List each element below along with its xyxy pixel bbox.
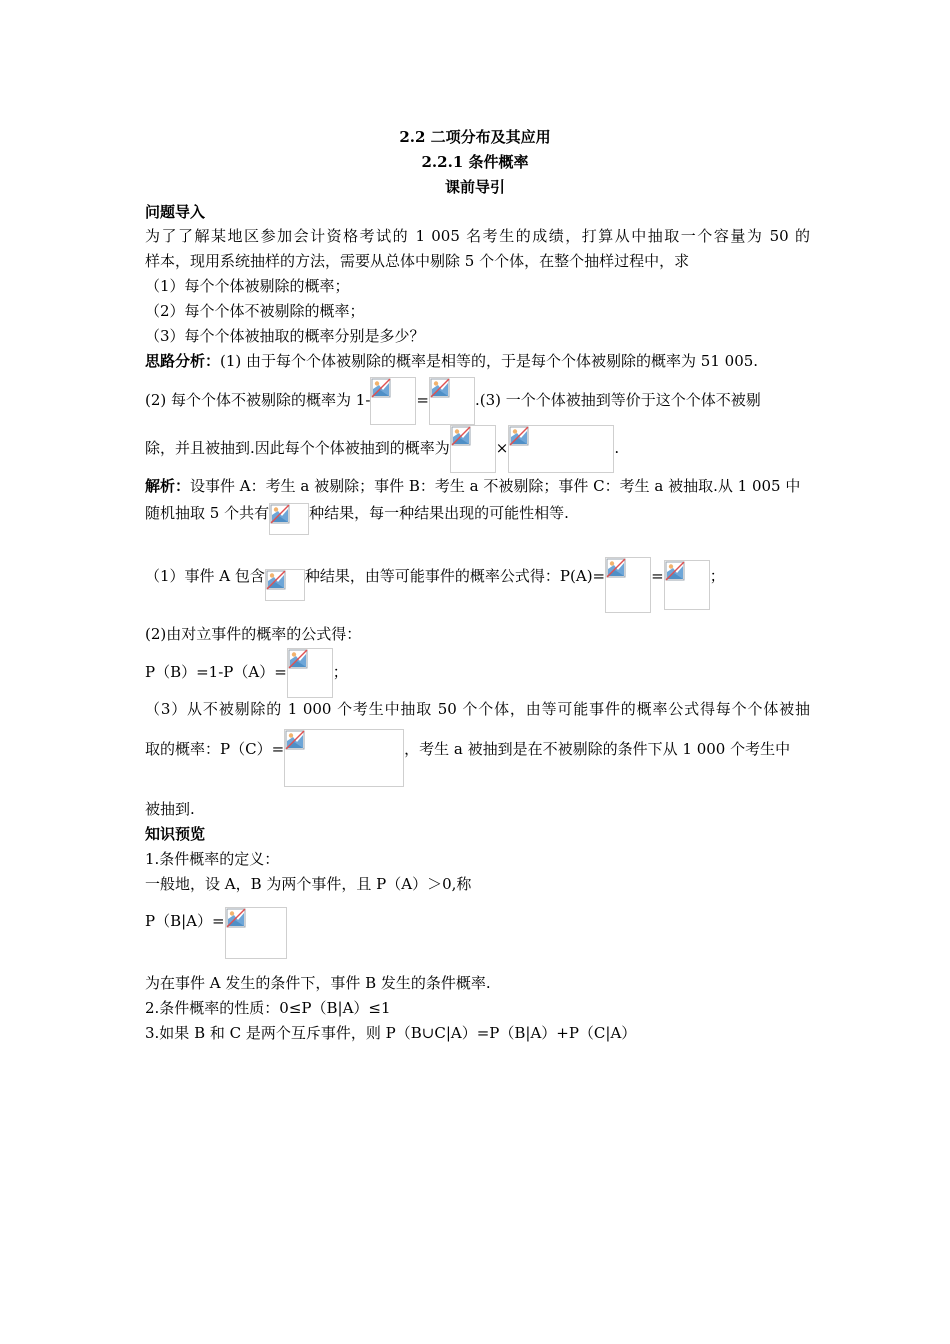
part2-text-a: P（B）=1-P（A）=: [145, 663, 287, 681]
question-2: （2）每个个体不被剔除的概率；: [145, 302, 365, 320]
solution-part-2-formula: [145, 647, 810, 697]
preview-item-3: 3.如果 B 和 C 是两个互斥事件，则 P（B∪C|A）=P（B|A）+P（C|A）: [145, 1024, 637, 1042]
part1-text-a: （1）事件 A 包含: [145, 567, 265, 585]
broken-image-icon: [664, 560, 710, 610]
solution-part-3-line-3: 被抽到.: [145, 800, 195, 818]
doc-subtitle: 2.2.1 条件概率: [421, 153, 529, 171]
broken-image-icon: [605, 557, 651, 613]
analysis-text-2c: .(3) 一个个体被抽到等价于这个个体不被剔: [474, 391, 761, 409]
broken-image-glyph: [285, 730, 305, 750]
preview-definition-end: 为在事件 A 发生的条件下，事件 B 发生的条件概率.: [145, 974, 491, 992]
broken-image-icon: [450, 425, 496, 473]
solution-part-3-line-1: （3）从不被剔除的 1 000 个考生中抽取 50 个个体，由等可能事件的概率公式得每个个体被抽: [145, 700, 810, 718]
problem-text-1: 为了了解某地区参加会计资格考试的 1 005 名考生的成绩，打算从中抽取一个容量为 50 的: [145, 227, 810, 245]
broken-image-glyph: [430, 378, 450, 398]
analysis-text-1: (1) 由于每个个体被剔除的概率是相等的，于是每个个体被剔除的概率为 51 005.: [220, 352, 759, 370]
analysis-text-3a: 除，并且被抽到.因此每个个体被抽到的概率为: [145, 439, 450, 457]
part1-text-c: =: [651, 567, 664, 585]
preview-item-2: 2.条件概率的性质：0≤P（B|A）≤1: [145, 999, 391, 1017]
broken-image-icon: [284, 729, 404, 787]
analysis-line-1: [145, 351, 810, 371]
broken-image-icon: [265, 569, 305, 601]
preview-item-1: 1.条件概率的定义：: [145, 850, 280, 868]
part1-text-b: 种结果，由等可能事件的概率公式得：P(A)=: [304, 567, 606, 585]
question-1: （1）每个个体被剔除的概率；: [145, 277, 350, 295]
doc-title: 2.2 二项分布及其应用: [399, 128, 551, 146]
solution-text-2b: 种结果，每一种结果出现的可能性相等.: [309, 504, 569, 522]
broken-image-icon: [429, 377, 475, 425]
problem-text-2: 样本，现用系统抽样的方法，需要从总体中剔除 5 个个体，在整个抽样过程中，求: [145, 252, 690, 270]
broken-image-icon: [508, 425, 614, 473]
analysis-text-3c: .: [614, 439, 620, 457]
solution-line-1: [145, 476, 810, 496]
solution-part-2: (2)由对立事件的概率的公式得：: [145, 625, 362, 643]
analysis-line-3: [145, 424, 810, 472]
solution-line-2: [145, 503, 810, 537]
part1-text-d: ；: [709, 567, 725, 585]
broken-image-glyph: [288, 649, 308, 669]
solution-text-1: 设事件 A：考生 a 被剔除；事件 B：考生 a 不被剔除；事件 C：考生 a 被抽取.从 1 005 中: [190, 477, 801, 495]
solution-label: 解析：: [145, 477, 191, 495]
solution-part-3-line-2: [145, 729, 810, 787]
problem-heading: 问题导入: [145, 203, 206, 221]
preview-formula: [145, 907, 810, 959]
analysis-text-2b: =: [416, 391, 429, 409]
analysis-label: 思路分析：: [145, 352, 221, 370]
analysis-line-2: [145, 376, 810, 424]
question-3: （3）每个个体被抽取的概率分别是多少？: [145, 327, 425, 345]
analysis-text-2a: (2) 每个个体不被剔除的概率为 1-: [145, 391, 371, 409]
part2-text-b: ；: [332, 663, 348, 681]
broken-image-icon: [269, 503, 309, 535]
part3-text-b: ，考生 a 被抽到是在不被剔除的条件下从 1 000 个考生中: [404, 740, 791, 758]
preview-item-1-text: 一般地，设 A，B 为两个事件，且 P（A）＞0,称: [145, 875, 472, 893]
broken-image-icon: [287, 648, 333, 698]
broken-image-glyph: [665, 561, 685, 581]
section-heading: 课前导引: [444, 178, 505, 196]
formula-text: P（B|A）=: [145, 912, 225, 930]
broken-image-glyph: [606, 558, 626, 578]
broken-image-glyph: [226, 908, 246, 928]
solution-part-1: [145, 557, 810, 613]
part3-text-a: 取的概率：P（C）=: [145, 740, 285, 758]
broken-image-glyph: [451, 426, 471, 446]
preview-heading: 知识预览: [145, 825, 206, 843]
broken-image-glyph: [266, 570, 286, 590]
broken-image-glyph: [509, 426, 529, 446]
broken-image-icon: [225, 907, 287, 959]
analysis-text-3b: ×: [495, 439, 509, 457]
broken-image-glyph: [270, 504, 290, 524]
broken-image-glyph: [371, 378, 391, 398]
broken-image-icon: [370, 377, 416, 425]
solution-text-2a: 随机抽取 5 个共有: [145, 504, 270, 522]
